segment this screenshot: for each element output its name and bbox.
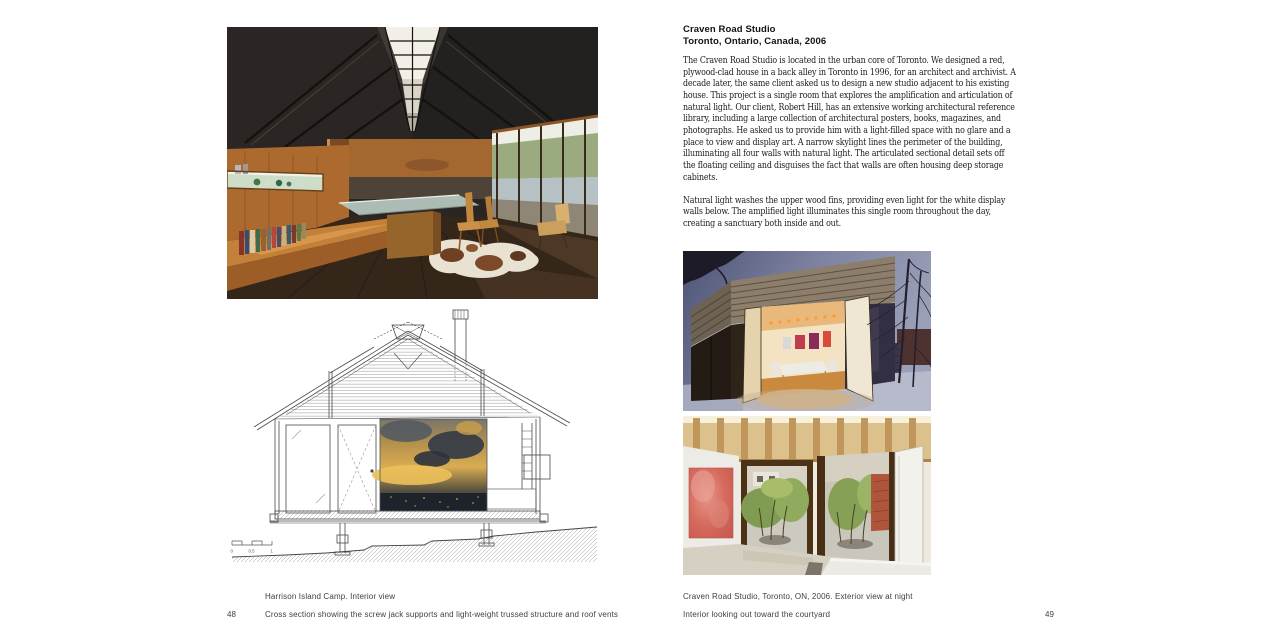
scale-label-half: 0.5 xyxy=(248,548,255,554)
right-page-number: 49 xyxy=(1045,610,1054,619)
right-photo-bottom-caption: Interior looking out toward the courtyard xyxy=(683,610,831,619)
night-exterior-photo xyxy=(683,251,931,411)
article-title-block xyxy=(683,24,1023,48)
interior-courtyard-photo xyxy=(683,416,931,575)
article-subtitle: Toronto, Ontario, Canada, 2006 xyxy=(683,36,827,47)
cross-section-art xyxy=(226,309,598,566)
left-photo-caption: Harrison Island Camp. Interior view xyxy=(265,592,396,601)
cross-section-drawing xyxy=(226,309,598,566)
body-paragraph-2: Natural light washes the upper wood fins, providing even light for the white display walls below. The amplified light illuminates this single room throughout the day, creating a sanctuary both inside and out. xyxy=(683,195,1006,230)
article-body xyxy=(683,56,1018,242)
interior-photo-art xyxy=(227,27,598,299)
night-exterior-art xyxy=(683,251,931,411)
scale-label-zero: 0 xyxy=(230,548,233,554)
body-paragraph-1: The Craven Road Studio is located in the urban core of Toronto. We designed a red, plywood-clad house in a back alley in Toronto in 1996, for an architect and archivist. A decade later, the same client asked us to design a new studio adjacent to his existing house. This project is a single room that explores the amplification and articulation of natural light. Our client, Robert Hill, has an extensive working architectural reference library, including a large collection of architectural posters, books, magazines, and photographs. He asked us to provide him with a light-filled space with no glare and a place to view and display art. A narrow skylight lines the perimeter of the building, illuminating all four walls with natural light. The articulated sectional detail sets off the floating ceiling and disguises the fact that walls are often housing deep storage cabinets. xyxy=(683,56,1016,183)
interior-courtyard-art xyxy=(683,416,931,575)
article-title: Craven Road Studio xyxy=(683,24,776,35)
left-drawing-caption: Cross section showing the screw jack supports and light-weight trussed structure and roof vents xyxy=(265,610,619,619)
left-page-number: 48 xyxy=(227,610,236,619)
right-photo-top-caption: Craven Road Studio, Toronto, ON, 2006. Exterior view at night xyxy=(683,592,913,601)
harrison-island-camp-interior-photo xyxy=(227,27,598,299)
scale-label-one: 1 xyxy=(270,548,273,554)
